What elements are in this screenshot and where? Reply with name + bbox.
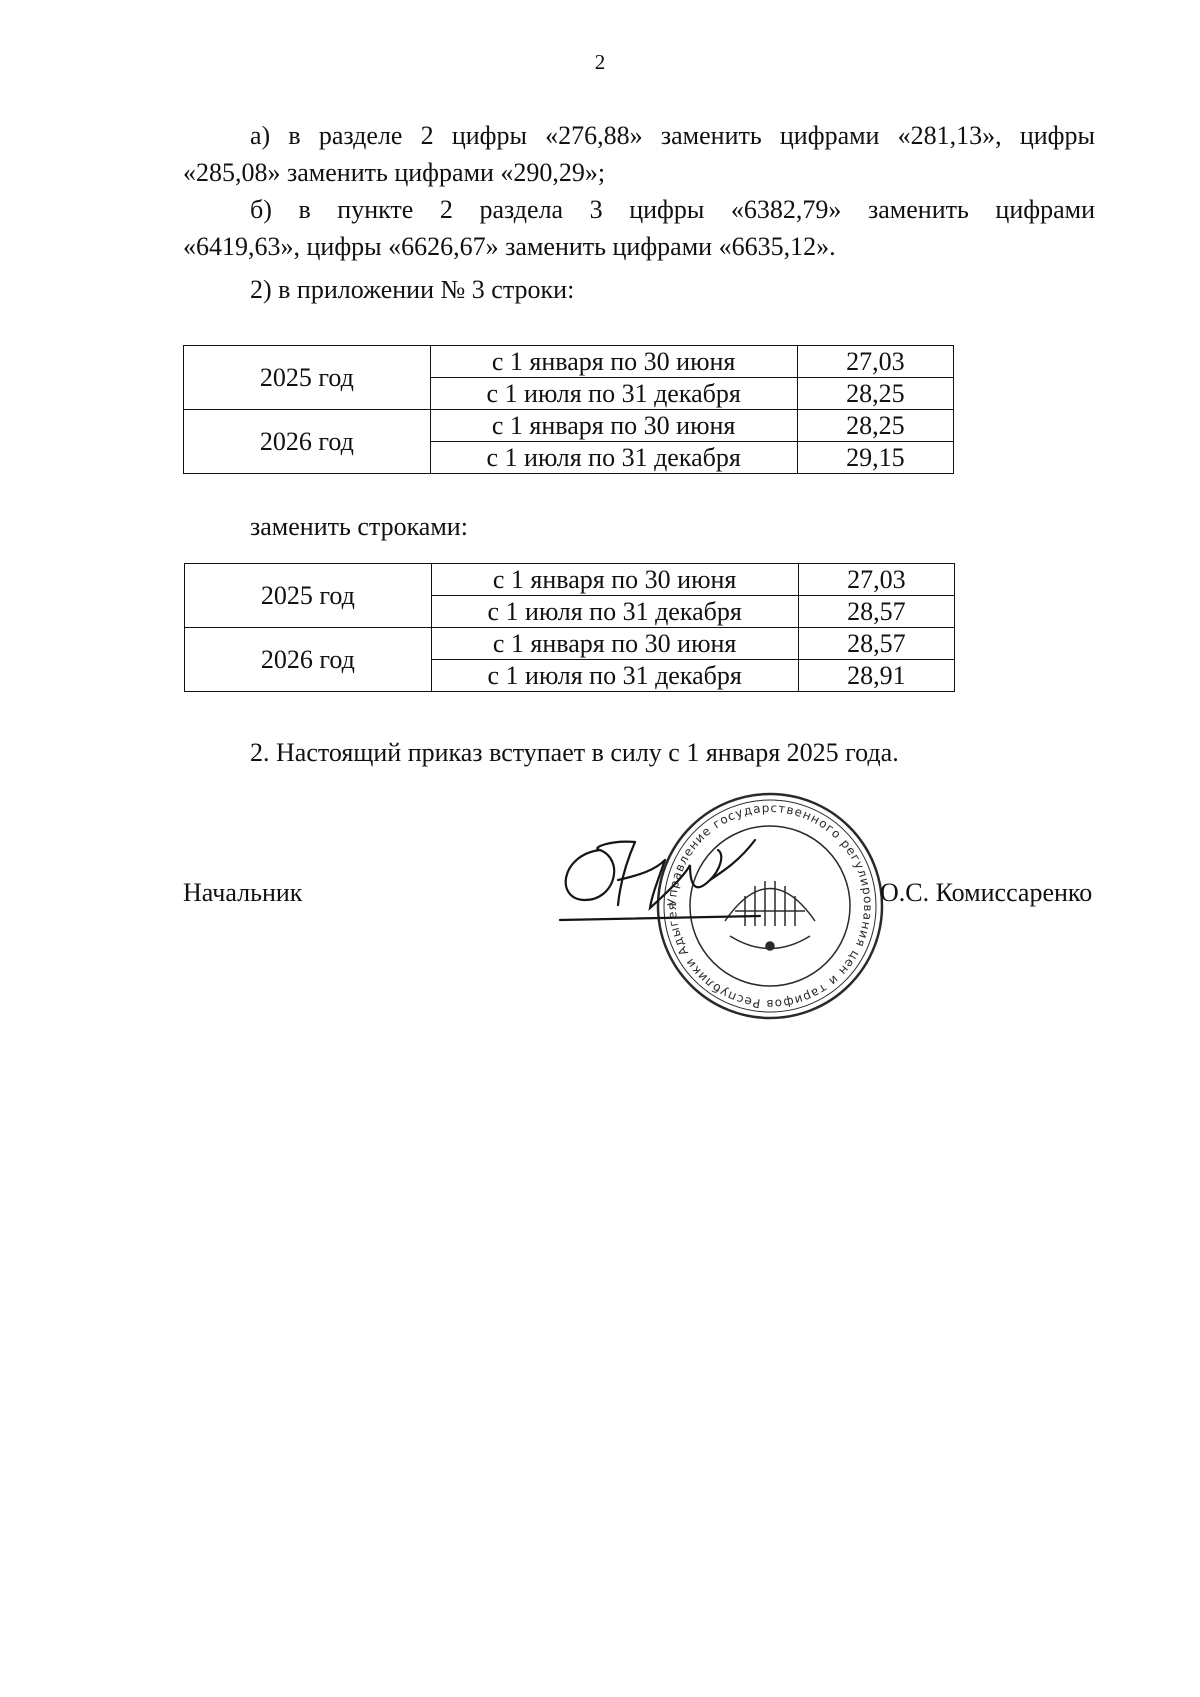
year-cell: 2025 год xyxy=(184,346,431,410)
paragraph-b xyxy=(183,191,1095,265)
paragraph-a xyxy=(183,117,1095,191)
period-cell: с 1 июля по 31 декабря xyxy=(431,596,798,628)
handwritten-signature xyxy=(540,820,790,940)
effective-date-text: 2. Настоящий приказ вступает в силу с 1 января 2025 года. xyxy=(250,738,899,767)
period-cell: с 1 июля по 31 декабря xyxy=(431,660,798,692)
table-new-rows xyxy=(184,563,955,692)
replace-with-heading xyxy=(183,508,1095,545)
value-cell: 28,91 xyxy=(798,660,954,692)
effective-date-paragraph xyxy=(183,734,1095,771)
seal-text: Управление государственного регулирования цен и тарифов Республики Адыгея xyxy=(664,800,876,1012)
period-cell: с 1 января по 30 июня xyxy=(430,346,797,378)
value-cell: 27,03 xyxy=(797,346,953,378)
year-cell: 2026 год xyxy=(185,628,432,692)
period-cell: с 1 июля по 31 декабря xyxy=(430,378,797,410)
table-row xyxy=(185,564,955,596)
value-cell: 28,57 xyxy=(798,628,954,660)
period-cell: с 1 июля по 31 декабря xyxy=(430,442,797,474)
signatory-title: Начальник xyxy=(183,878,303,907)
value-cell: 28,25 xyxy=(797,410,953,442)
value-cell: 27,03 xyxy=(798,564,954,596)
paragraph-a-line-2: «285,08» заменить цифрами «290,29»; xyxy=(183,158,606,187)
period-cell: с 1 января по 30 июня xyxy=(431,564,798,596)
item-2-heading xyxy=(183,271,1095,308)
table-row xyxy=(185,628,955,660)
value-cell: 28,25 xyxy=(797,378,953,410)
table-row xyxy=(184,346,954,378)
value-cell: 28,57 xyxy=(798,596,954,628)
paragraph-a-line-1: а) в разделе 2 цифры «276,88» заменить цифрами «281,13», цифры xyxy=(250,121,1095,150)
page-number: 2 xyxy=(594,50,606,74)
item-2-text: 2) в приложении № 3 строки: xyxy=(250,275,575,304)
year-cell: 2026 год xyxy=(184,410,431,474)
period-cell: с 1 января по 30 июня xyxy=(431,628,798,660)
table-row xyxy=(184,410,954,442)
paragraph-b-line-2: «6419,63», цифры «6626,67» заменить цифрами «6635,12». xyxy=(183,232,836,261)
signatory-name: О.С. Комиссаренко xyxy=(880,878,1093,907)
paragraph-b-line-1: б) в пункте 2 раздела 3 цифры «6382,79» заменить цифрами xyxy=(250,195,1095,224)
year-cell: 2025 год xyxy=(185,564,432,628)
table-old-rows xyxy=(183,345,954,474)
replace-with-text: заменить строками: xyxy=(250,512,468,541)
value-cell: 29,15 xyxy=(797,442,953,474)
period-cell: с 1 января по 30 июня xyxy=(430,410,797,442)
